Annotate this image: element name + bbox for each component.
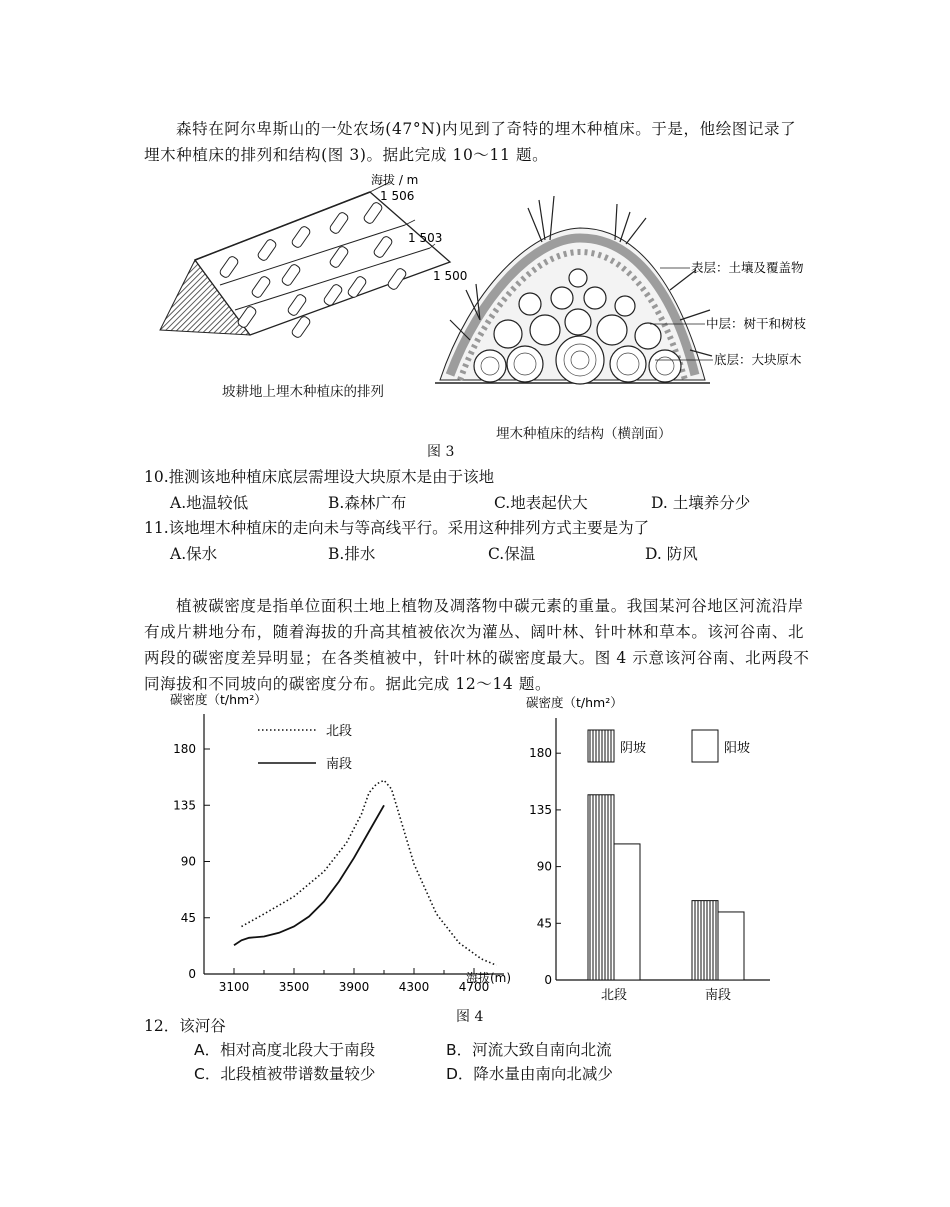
x-tick-label: 4300 [398, 980, 430, 994]
series-line-south [234, 805, 384, 945]
legend-label-sunny: 阳坡 [724, 741, 751, 756]
intro-paragraph-1: 森特在阿尔卑斯山的一处农场(47°N)内见到了奇特的埋木种植床。于是，他绘图记录了埋木种植床的排列和结构(图 3)。据此完成 10～11 题。 [144, 120, 797, 164]
intro-paragraph-2: 植被碳密度是指单位面积土地上植物及凋落物中碳元素的重量。我国某河谷地区河流沿岸有成片耕地分布，随着海拔的升高其植被依次为灌丛、阔叶林、针叶林和草本。该河谷南、北两段的碳密度差异明显；在各类植被中，针叶林的碳密度最大。图 4 示意该河谷南、北两段不同海拔和不同坡向的碳密度分布。据此完成 12～14 题。 [144, 597, 810, 693]
legend-label-shady: 阴坡 [620, 741, 647, 756]
fig3-right-caption: 埋木种植床的结构（横剖面） [496, 426, 672, 442]
altitude-1500: 1 500 [433, 269, 468, 283]
q11-option-a: A.保水 [170, 545, 218, 563]
y-tick-label: 0 [544, 973, 552, 987]
q10-option-b: B.森林广布 [328, 494, 407, 512]
bar-south-shady [692, 901, 718, 980]
bar-north-shady [588, 795, 614, 980]
y-tick-label: 180 [529, 746, 552, 761]
y-axis-label: 碳密度（t/hm²） [170, 692, 267, 707]
fig3-left-caption: 坡耕地上埋木种植床的排列 [222, 384, 384, 400]
bar-north-sunny [614, 844, 640, 980]
x-tick-label: 3900 [338, 980, 370, 994]
series-line-north [242, 780, 497, 965]
question-12-stem: 12．该河谷 [144, 1017, 226, 1035]
q11-option-c: C.保温 [488, 545, 536, 563]
altitude-1506: 1 506 [380, 189, 415, 203]
x-tick-label: 3100 [218, 980, 250, 994]
y-tick-label: 90 [180, 854, 196, 869]
q10-option-c: C.地表起伏大 [494, 494, 588, 512]
q11-option-d: D. 防风 [645, 545, 698, 563]
question-11-stem: 11.该地埋木种植床的走向未与等高线平行。采用这种排列方式主要是为了 [144, 519, 650, 537]
legend-label-north: 北段 [326, 724, 353, 739]
x-tick-label: 3500 [278, 980, 310, 994]
y-tick-label: 90 [536, 859, 552, 874]
line-chart [160, 688, 530, 998]
q12-option-c: C．北段植被带谱数量较少 [194, 1065, 376, 1083]
layer-middle-label: 中层：树干和树枝 [706, 316, 807, 331]
y-axis-label: 碳密度（t/hm²） [526, 695, 623, 710]
x-axis-label: 海拔(m) [466, 971, 512, 985]
y-tick-label: 135 [529, 802, 552, 817]
fig3-title: 图 3 [427, 444, 455, 460]
q12-option-b: B．河流大致自南向北流 [446, 1041, 612, 1059]
y-tick-label: 0 [188, 967, 196, 981]
y-tick-label: 45 [180, 910, 196, 925]
slope-prism [160, 182, 450, 335]
x-tick-label: 4700 [458, 980, 490, 994]
layer-bottom-label: 底层：大块原木 [714, 352, 802, 367]
y-tick-label: 180 [173, 742, 196, 756]
fig4-title: 图 4 [456, 1009, 484, 1025]
altitude-1503: 1 503 [408, 231, 443, 245]
q12-option-a: A．相对高度北段大于南段 [194, 1041, 376, 1059]
y-tick-label: 135 [173, 798, 196, 813]
y-tick-label: 45 [536, 916, 552, 931]
layer-surface-label: 表层：土壤及覆盖物 [691, 260, 804, 275]
bar-south-sunny [718, 912, 744, 980]
legend-label-south: 南段 [326, 757, 353, 772]
figure-3 [150, 170, 840, 450]
q12-option-d: D．降水量由南向北减少 [446, 1065, 613, 1083]
x-category-label: 南段 [704, 988, 732, 1003]
q10-option-d: D. 土壤养分少 [651, 494, 751, 512]
legend-swatch-sunny [692, 730, 718, 762]
q10-option-a: A.地温较低 [170, 494, 249, 512]
altitude-axis-label: 海拔 / m [371, 173, 419, 187]
question-10-stem: 10.推测该地种植床底层需埋设大块原木是由于该地 [144, 468, 495, 486]
bed-cross-section [435, 196, 712, 384]
legend-swatch-shady [588, 730, 614, 762]
bar-chart [520, 688, 800, 1008]
q11-option-b: B.排水 [328, 545, 376, 563]
x-category-label: 北段 [600, 988, 628, 1003]
